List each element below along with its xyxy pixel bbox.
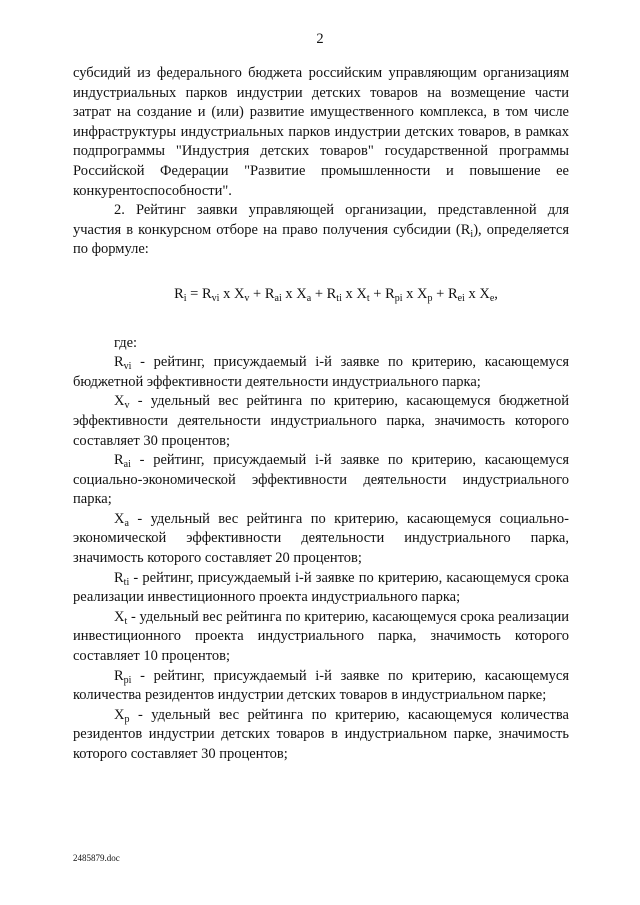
formula-op: + xyxy=(369,285,386,302)
definition-symbol-sub: v xyxy=(124,400,130,412)
definition-symbol-sub: a xyxy=(124,517,129,529)
intro-paragraph: субсидий из федерального бюджета российским управляющим организациям индустриальных парков индустрии детских товаров на возмещение части затрат на создание и (или) развитие имущественного комплекса, в том числе инфраструктуры индустриальных парков индустрии детских товаров, в рамках подпрограммы "Индустрия детских товаров" государственной программы Российской Федерации "Развитие промышленности и повышение ее конкурентоспособности". xyxy=(73,65,569,199)
document-body xyxy=(73,64,569,765)
definition-symbol: R xyxy=(114,667,124,684)
formula-times: x xyxy=(219,285,234,302)
formula-r: R xyxy=(326,285,337,302)
definition-symbol: X xyxy=(114,706,125,723)
where-label: где: xyxy=(114,334,138,351)
formula-terms xyxy=(202,286,498,302)
formula-x: X xyxy=(356,285,367,302)
formula-x-sub: p xyxy=(427,292,433,304)
definition-text: - рейтинг, присуждаемый i-й заявке по критерию, касающемуся срока реализации инвестиционного проекта индустриального парка; xyxy=(73,569,569,606)
definition-item xyxy=(73,608,569,667)
definition-item xyxy=(73,392,569,451)
formula-times: x xyxy=(464,285,480,302)
definition-text: - удельный вес рейтинга по критерию, касающемуся бюджетной эффективности деятельности индустриального парка, значимость которого составляет 30 процентов; xyxy=(73,393,569,449)
definition-item xyxy=(73,451,569,510)
definition-item xyxy=(73,353,569,392)
paragraph-rating-tail: ), определяется по формуле: xyxy=(73,221,570,258)
definition-text: - удельный вес рейтинга по критерию, касающемуся количества резидентов индустрии детских товаров в индустриальном парке, значимость которого составляет 30 процентов; xyxy=(73,706,569,762)
definition-item xyxy=(73,510,569,569)
formula-r-sub: ti xyxy=(336,292,342,304)
formula-times: x xyxy=(281,285,297,302)
formula-x: X xyxy=(296,285,307,302)
formula-x-sub: a xyxy=(306,292,312,304)
paragraph-rating-sub: i xyxy=(470,228,474,240)
formula-r-sub: vi xyxy=(211,292,220,304)
paragraph-rating-text: 2. Рейтинг заявки управляющей организации, представленной для участия в конкурсном отборе на право получения субсидии (R xyxy=(73,202,569,238)
paragraph-rating xyxy=(73,201,569,260)
formula-eq: = xyxy=(186,285,202,302)
definition-symbol-sub: ti xyxy=(123,576,130,588)
definition-text: - рейтинг, присуждаемый i-й заявке по критерию, касающемуся социально-экономической эффективности деятельности индустриального парка; xyxy=(73,452,569,508)
definition-symbol-sub: vi xyxy=(123,361,132,373)
footer-document-id: 2485879.doc xyxy=(73,853,120,863)
definition-text: - рейтинг, присуждаемый i-й заявке по критерию, касающемуся количества резидентов индустрии детских товаров в индустриальном парке; xyxy=(73,667,569,704)
formula-x: X xyxy=(233,285,245,302)
formula-op: , xyxy=(494,285,498,302)
formula-op: + xyxy=(311,285,327,302)
definition-symbol-sub: t xyxy=(124,615,128,627)
page-number: 2 xyxy=(316,31,324,47)
formula-times: x xyxy=(402,285,418,302)
formula-lhs: R xyxy=(174,285,184,302)
formula-x-sub: t xyxy=(366,292,370,304)
definitions-list xyxy=(73,353,569,764)
definition-symbol-sub: p xyxy=(124,713,130,725)
formula-r: R xyxy=(385,285,395,302)
formula-r: R xyxy=(447,285,458,302)
formula-times: x xyxy=(341,285,357,302)
definition-symbol-sub: ai xyxy=(123,459,131,471)
formula-op: + xyxy=(432,285,448,302)
definition-text: - удельный вес рейтинга по критерию, касающемуся срока реализации инвестиционного проекта индустриального парка, значимость которого составляет 10 процентов; xyxy=(73,608,569,665)
definition-symbol: R xyxy=(114,569,124,586)
formula-r: R xyxy=(264,285,275,302)
formula-r-sub: pi xyxy=(394,292,403,304)
formula-op: + xyxy=(249,285,265,302)
definition-item xyxy=(73,667,569,706)
formula-r: R xyxy=(201,285,212,302)
formula-x-sub: e xyxy=(489,292,495,304)
definition-symbol-sub: pi xyxy=(123,674,132,686)
definition-symbol: R xyxy=(114,354,124,371)
formula-x: X xyxy=(479,285,490,302)
formula-r-sub: ai xyxy=(274,292,282,304)
definition-text: - удельный вес рейтинга по критерию, касающемуся социально-экономической эффективности деятельности индустриального парка, значимость которого составляет 20 процентов; xyxy=(73,510,569,567)
definition-symbol: X xyxy=(114,393,125,410)
definition-item xyxy=(73,706,569,765)
definition-item xyxy=(73,569,569,608)
rating-formula xyxy=(73,285,569,305)
definition-symbol: X xyxy=(114,608,125,625)
definition-symbol: X xyxy=(114,510,125,527)
definition-text: - рейтинг, присуждаемый i-й заявке по критерию, касающемуся бюджетной эффективности деятельности индустриального парка; xyxy=(73,354,569,390)
formula-r-sub: ei xyxy=(457,292,465,304)
formula-lhs-sub: i xyxy=(183,292,187,304)
formula-x-sub: v xyxy=(244,292,250,304)
definition-symbol: R xyxy=(114,452,124,469)
formula-x: X xyxy=(417,285,428,302)
